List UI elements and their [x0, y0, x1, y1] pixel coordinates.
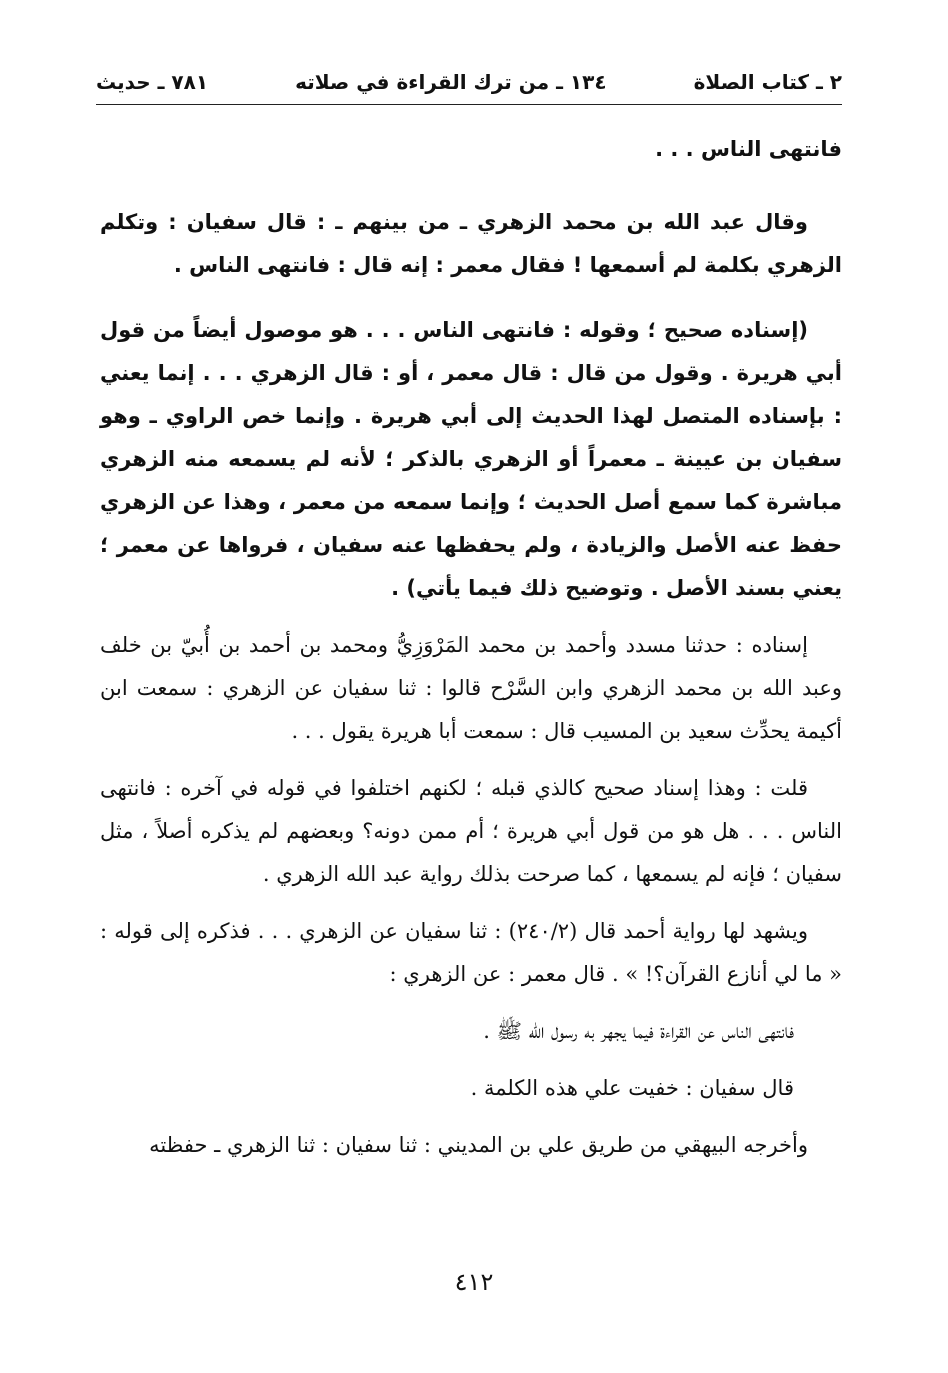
quoted-text-1: فانتهى الناس عن القراءة فيما يجهر به رسول الله ﷺ . [483, 1019, 794, 1043]
quoted-text-2: قال سفيان : خفيت علي هذه الكلمة . [470, 1076, 794, 1100]
page-number: ٤١٢ [454, 1268, 494, 1296]
main-text [100, 128, 842, 1167]
bayhaqi-narration: وأخرجه البيهقي من طريق علي بن المديني : ثنا سفيان : ثنا الزهري ـ حفظته [149, 1133, 808, 1157]
header-hadith-number: ٧٨١ ـ حديث [96, 70, 209, 94]
header-chapter: ٢ ـ كتاب الصلاة [693, 70, 842, 94]
hadith-addition: وقال عبد الله بن محمد الزهري ـ من بينهم ـ : قال سفيان : وتكلم الزهري بكلمة لم أسمعها ! فقال معمر : إنه قال : فانتهى الناس . [100, 210, 842, 277]
isnad-paragraph: إسناده : حدثنا مسدد وأحمد بن محمد المَرْوَزِيُّ ومحمد بن أحمد بن أُبيّ بن خلف وعبد الله بن محمد الزهري وابن السَّرْح قالوا : ثنا سفيان عن الزهري : سمعت ابن أكيمة يحدِّث سعيد بن المسيب قال : سمعت أبا هريرة يقول . . . [100, 633, 842, 743]
grading-commentary: (إسناده صحيح ؛ وقوله : فانتهى الناس . . . هو موصول أيضاً من قول أبي هريرة . وقول من قال : قال معمر ، أو : قال الزهري . . . إنما يعني : بإسناده المتصل لهذا الحديث إلى أبي هريرة . وإنما خص الراوي ـ وهو سفيان بن عيينة ـ معمراً أو الزهري بالذكر ؛ لأنه لم يسمعه منه الزهري مباشرة كما سمع أصل الحديث ؛ وإنما سمعه من معمر ، وهذا عن الزهري حفظ عنه الأصل والزيادة ، ولم يحفظها عنه سفيان ، فرواها عن معمر ؛ يعني بسند الأصل . وتوضيح ذلك فيما يأتي) . [100, 318, 842, 600]
author-note: قلت : وهذا إسناد صحيح كالذي قبله ؛ لكنهم اختلفوا في قوله في آخره : فانتهى الناس . . . هل هو من قول أبي هريرة ؛ أم ممن دونه؟ وبعضهم لم يذكره أصلاً ، مثل سفيان ؛ فإنه لم يسمعها ، كما صرحت بذلك رواية عبد الله الزهري . [100, 776, 842, 886]
hadith-ending: فانتهى الناس . . . [655, 137, 842, 161]
header-rule [96, 104, 842, 105]
header-section: ١٣٤ ـ من ترك القراءة في صلاته [295, 70, 607, 94]
supporting-narration: ويشهد لها رواية أحمد قال (٢٤٠/٢) : ثنا سفيان عن الزهري . . . فذكره إلى قوله : « ما لي أنازع القرآن؟! » . قال معمر : عن الزهري : [100, 919, 842, 986]
running-header [96, 62, 842, 102]
